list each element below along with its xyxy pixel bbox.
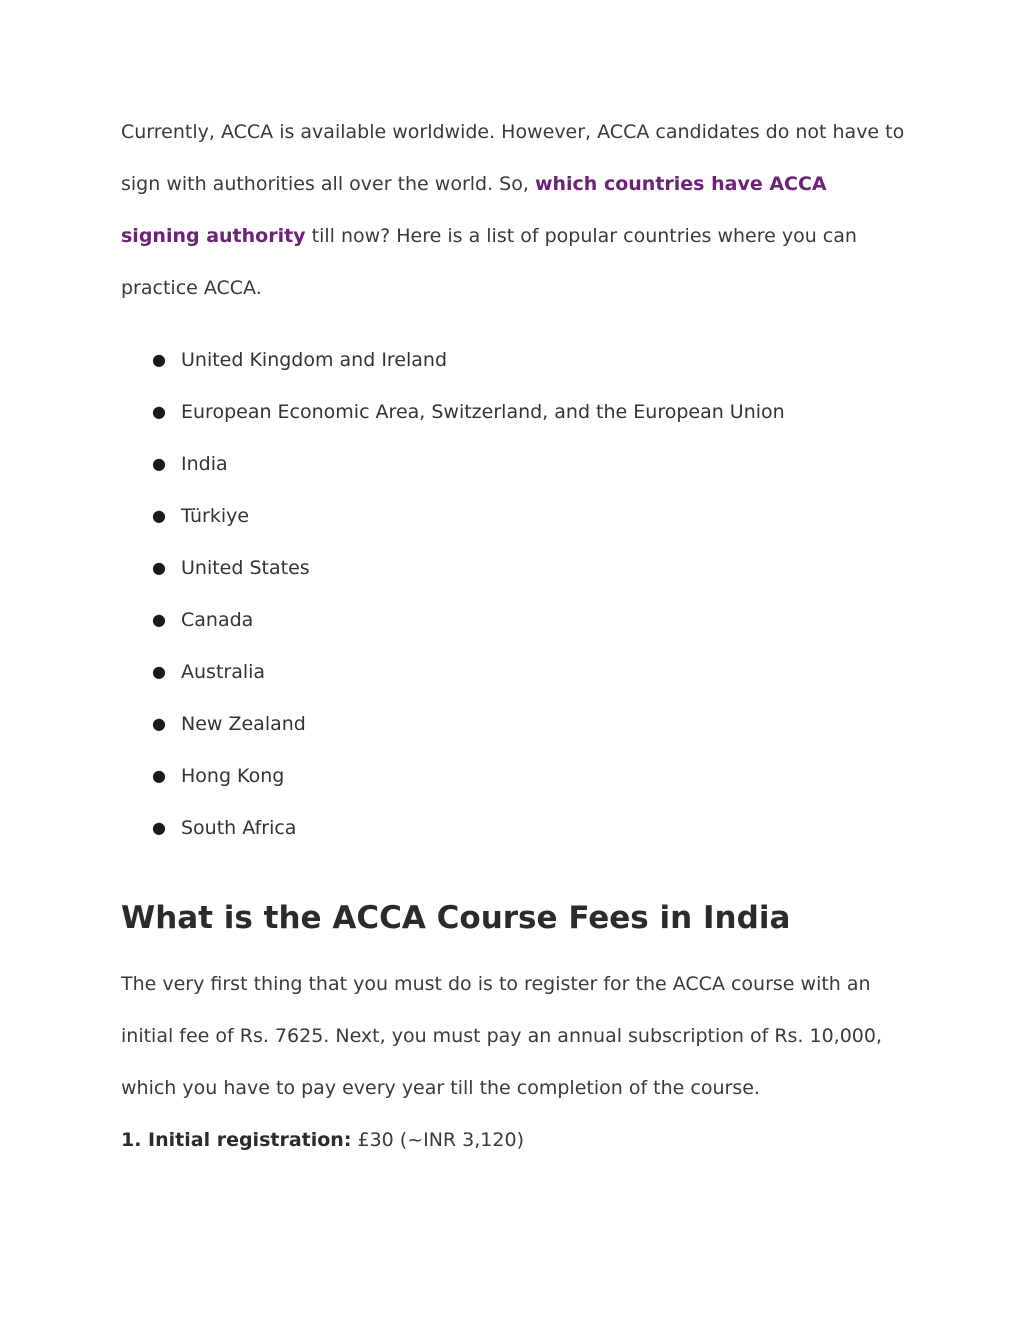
country-name: India <box>181 453 228 475</box>
list-item <box>121 386 911 438</box>
bullet-icon: ● <box>152 610 166 629</box>
initial-registration-label: 1. Initial registration: <box>121 1129 352 1151</box>
bullet-icon: ● <box>152 454 166 473</box>
bullet-icon: ● <box>152 662 166 681</box>
list-item <box>121 750 911 802</box>
bullet-icon: ● <box>152 402 166 421</box>
bullet-icon: ● <box>152 350 166 369</box>
country-name: Hong Kong <box>181 765 285 787</box>
country-name: European Economic Area, Switzerland, and the European Union <box>181 401 785 423</box>
list-item <box>121 698 911 750</box>
list-item <box>121 334 911 386</box>
bullet-icon: ● <box>152 714 166 733</box>
country-list <box>121 334 911 854</box>
bullet-icon: ● <box>152 818 166 837</box>
country-name: Türkiye <box>181 505 250 527</box>
initial-registration-value: £30 (~INR 3,120) <box>351 1129 524 1151</box>
list-item <box>121 438 911 490</box>
country-name: New Zealand <box>181 713 306 735</box>
list-item <box>121 594 911 646</box>
country-name: South Africa <box>181 817 297 839</box>
country-name: Australia <box>181 661 266 683</box>
list-item <box>121 542 911 594</box>
list-item <box>121 490 911 542</box>
signing-authority-link[interactable]: which countries have ACCA signing authority <box>121 173 827 247</box>
intro-text-after: till now? Here is a list of popular countries where you can practice ACCA. <box>121 225 857 299</box>
list-item <box>121 802 911 854</box>
intro-text-before: Currently, ACCA is available worldwide. However, ACCA candidates do not have to sign with authorities all over the world. So, <box>121 121 905 195</box>
bullet-icon: ● <box>152 506 166 525</box>
bullet-icon: ● <box>152 766 166 785</box>
country-name: Canada <box>181 609 254 631</box>
list-item <box>121 646 911 698</box>
bullet-icon: ● <box>152 558 166 577</box>
initial-registration-line <box>121 1114 911 1166</box>
country-name: United States <box>181 557 310 579</box>
article-content <box>121 106 911 1166</box>
fees-heading: What is the ACCA Course Fees in India <box>121 900 791 936</box>
fees-paragraph: The very first thing that you must do is to register for the ACCA course with an initial fee of Rs. 7625. Next, you must pay an annual subscription of Rs. 10,000, which you have to pay every year till the completion of the course. <box>121 973 883 1099</box>
intro-paragraph <box>121 106 911 314</box>
country-name: United Kingdom and Ireland <box>181 349 448 371</box>
